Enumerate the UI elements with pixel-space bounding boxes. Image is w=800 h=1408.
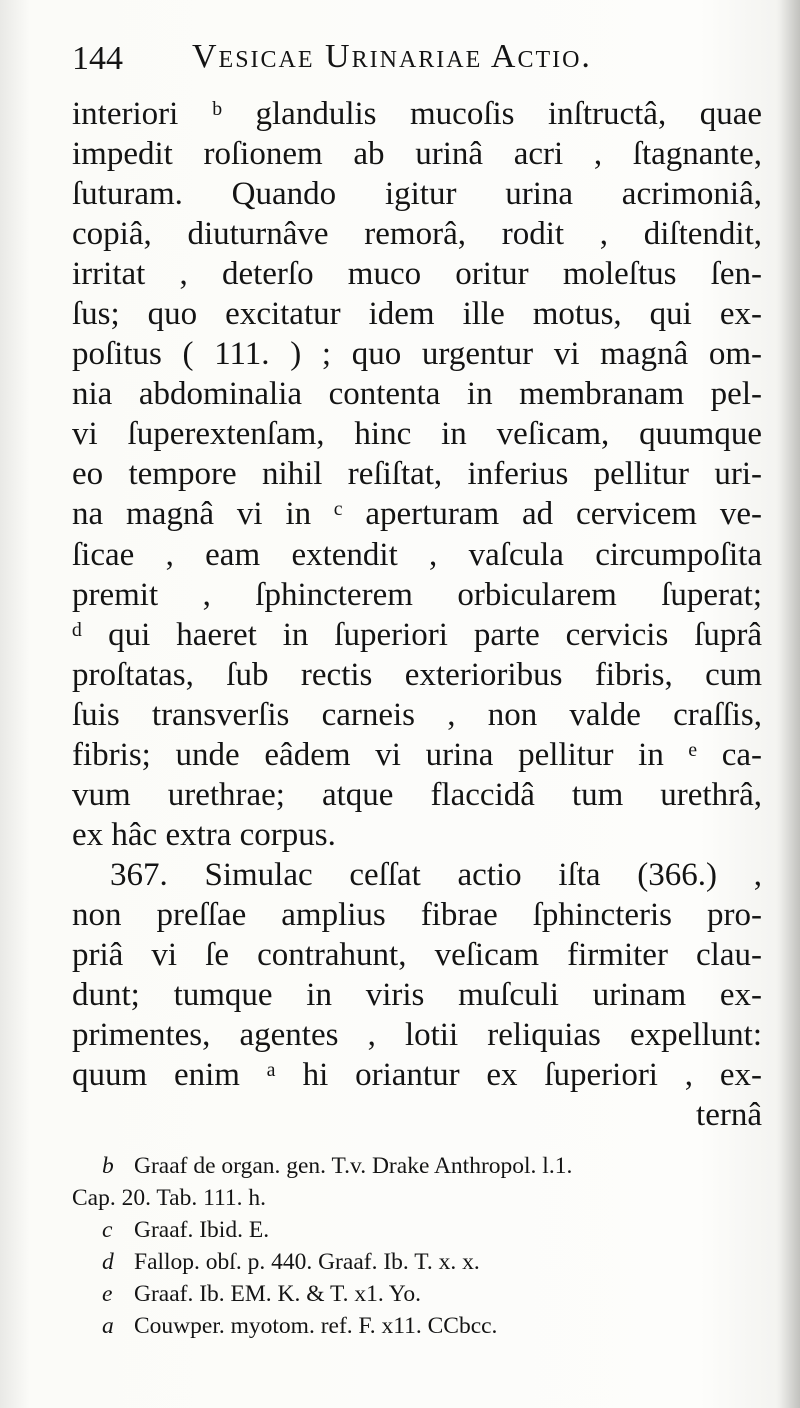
text-line: ſuis transverſis carneis , non valde craſſis, — [72, 696, 762, 733]
text-line: proſtatas, ſub rectis exterioribus fibris, cum — [72, 656, 762, 693]
text-line: ſicae , eam extendit , vaſcula circumpoſita — [72, 536, 762, 573]
running-title: Vesicae Urinariae Actio. — [192, 38, 592, 75]
text-line: nia abdominalia contenta in membranam pel- — [72, 376, 762, 413]
footnote-mark: e — [102, 1281, 113, 1307]
body-text — [72, 94, 772, 1135]
text-line: ex hâc extra corpus. — [72, 816, 336, 853]
footnote-text: Couwper. myotom. ref. F. x11. CCbcc. — [134, 1313, 498, 1339]
text-line: ſus; quo excitatur idem ille motus, qui ex- — [72, 296, 762, 333]
footnote-mark: a — [102, 1313, 114, 1339]
text-line: dunt; tumque in viris muſculi urinam ex- — [72, 977, 762, 1014]
footnote-text: Cap. 20. Tab. 111. h. — [72, 1185, 266, 1211]
footnote-text: Graaf. Ib. EM. K. & T. x1. Yo. — [134, 1281, 421, 1307]
running-header — [72, 38, 772, 86]
text-line: irritat , deterſo muco oritur moleſtus ſen- — [72, 256, 762, 293]
page-edge-shadow — [776, 0, 800, 1408]
section-start-line: 367. Simulac ceſſat actio iſta (366.) , — [110, 856, 762, 893]
text-line: impedit roſionem ab urinâ acri , ſtagnante, — [72, 136, 762, 173]
page-number: 144 — [72, 40, 123, 77]
footnote-text: Graaf. Ibid. E. — [134, 1217, 270, 1243]
footnote-mark: c — [102, 1217, 113, 1243]
text-line: ſuturam. Quando igitur urina acrimoniâ, — [72, 176, 762, 213]
text-line: na magnâ vi in ᶜ aperturam ad cervicem ve- — [72, 496, 762, 533]
text-line: priâ vi ſe contrahunt, veſicam firmiter clau- — [72, 936, 762, 973]
text-line: quum enim ᵃ hi oriantur ex ſuperiori , ex- — [72, 1057, 762, 1094]
text-line: fibris; unde eâdem vi urina pellitur in ᵉ ca- — [72, 736, 762, 773]
text-line: ᵈ qui haeret in ſuperiori parte cervicis ſuprâ — [72, 616, 762, 653]
footnote — [72, 1214, 772, 1246]
text-line: copiâ, diuturnâve remorâ, rodit , diſtendit, — [72, 216, 762, 253]
footnote — [72, 1150, 772, 1182]
text-line: vi ſuperextenſam, hinc in veſicam, quumque — [72, 416, 762, 453]
footnote-text: Fallop. obſ. p. 440. Graaf. Ib. T. x. x. — [134, 1249, 480, 1275]
footnote — [72, 1278, 772, 1310]
footnote — [72, 1310, 772, 1342]
footnote-text: Graaf de organ. gen. T.v. Drake Anthropol. l.1. — [134, 1153, 573, 1179]
text-line: interiori ᵇ glandulis mucoſis inſtructâ, quae — [72, 96, 762, 132]
footnote-continuation — [72, 1182, 772, 1214]
text-line: non preſſae amplius fibrae ſphincteris pro- — [72, 896, 762, 933]
footnote-mark: d — [102, 1249, 114, 1275]
footnote — [72, 1246, 772, 1278]
catchword: ternâ — [696, 1097, 762, 1134]
text-line: vum urethrae; atque flaccidâ tum urethrâ, — [72, 776, 762, 813]
text-line: poſitus ( 111. ) ; quo urgentur vi magnâ om- — [72, 336, 762, 373]
text-line: premit , ſphincterem orbicularem ſuperat; — [72, 576, 762, 613]
footnote-mark: b — [102, 1153, 114, 1179]
text-line: eo tempore nihil reſiſtat, inferius pellitur uri- — [72, 456, 762, 493]
text-line: primentes, agentes , lotii reliquias expellunt: — [72, 1017, 762, 1054]
